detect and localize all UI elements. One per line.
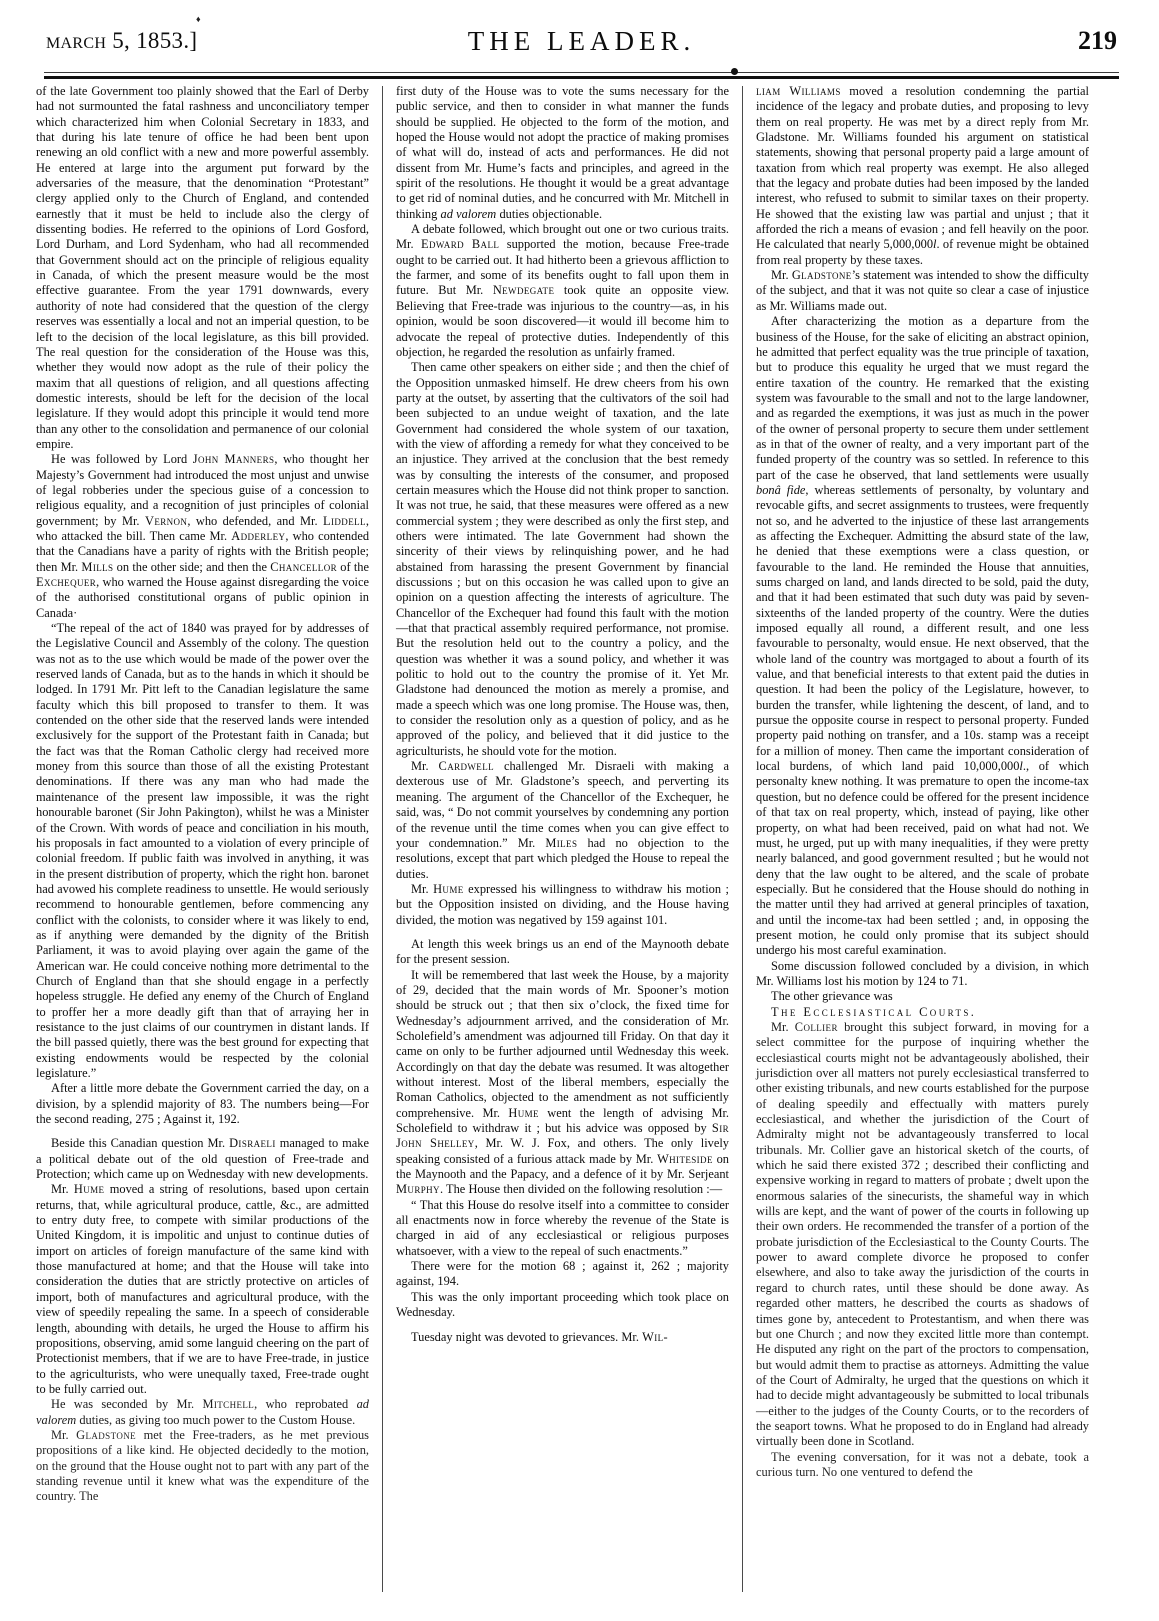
proper-name: Disraeli (229, 1136, 276, 1151)
body-paragraph: Mr. Gladstone met the Free-traders, as he met previous propositions of a like kind. He objected decidedly to the motion, on the ground that the House ought not to part with any part of the standing revenue until it knew what was the expenditure of the country. The (36, 1427, 369, 1504)
proper-name: liam Williams (756, 84, 841, 98)
body-paragraph: This was the only important proceeding which took place on Wednesday. (396, 1289, 729, 1320)
body-paragraph: Mr. Hume moved a string of resolutions, based upon certain returns, that, while agricultural produce, cattle, &c., are admitted to entry duty free, to compete with similar productions of the United Kingdom, it is impolitic and unjust to continue duties of import on articles of foreign manufacture of the same kind with those manufactured at home; and that the House will take into consideration the duties that are strictly protective on articles of import, both of manufactures and agricultural produce, with the view of speedily repealing the same. In a speech of considerable length, abounding with details, he urged the House to affirm his propositions, observing, amid some languid cheering on the part of Protectionist members, that if we are to have Free-trade, in justice to the agriculturists, who were unequally taxed, Free-trade ought to be fully carried out. (36, 1182, 369, 1396)
proper-name: Exchequer (36, 575, 97, 589)
publication-title: THE LEADER. (467, 26, 696, 56)
body-paragraph: Beside this Canadian question Mr. Disraeli managed to make a political debate out of the old question of Free-trade and Protection; which came up on Wednesday with new developments. (36, 1136, 369, 1182)
issue-date: march 5, 1853.] (46, 28, 198, 53)
italic-phrase: s (975, 728, 981, 743)
proper-name: Liddell (323, 513, 366, 528)
section-subheading: The Ecclesiastical Courts. (771, 1004, 977, 1019)
body-paragraph: Tuesday night was devoted to grievances. Mr. Wil- (411, 1329, 669, 1344)
column-divider-2 (729, 84, 756, 1600)
proper-name: Hume (73, 1182, 105, 1197)
body-paragraph: Mr. Gladstone’s statement was intended to show the difficulty of the subject, and that it was not quite so clear a case of injustice as Mr. Williams made out. (756, 268, 1089, 313)
proper-name: John Manners (192, 452, 275, 467)
body-paragraph: Mr. Cardwell challenged Mr. Disraeli with making a dexterous use of Mr. Gladstone’s speech, and perverting its meaning. The argument of the Chancellor of the Exchequer, he said, was, “ Do not commit yourselves by condemning any portion of the revenue until the time comes when you can give effect to your condemnation.” Mr. Miles had no objection to the resolutions, except that part which pledged the House to repeal the duties. (396, 759, 730, 881)
proper-name: Newdegate (492, 283, 555, 298)
body-paragraph: A debate followed, which brought out one or two curious traits. Mr. Edward Ball supported the motion, because Free-trade ought to be carried out. It had hitherto been a grievous affliction to the farmer, and some of its benefits ought to fall upon them in future. But Mr. Newdegate took quite an opposite view. Believing that Free-trade was injurious to the country—as, in his opinion, would be soon discovered—it would ill become him to advocate the repeal of protective duties. Independently of this objection, he regarded the resolution as unfairly framed. (396, 222, 729, 359)
body-paragraph: It will be remembered that last week the House, by a majority of 29, decided that the main words of Mr. Spooner’s motion should be struck out ; that then six o’clock, the fixed time for Wednesday’s adjournment arrived, and the consideration of Mr. Scholefield’s amendment was adjourned till Friday. On that day it came on only to be further adjourned until Wednesday this week. Accordingly on that day the debate was resumed. It was altogether without interest. Most of the liberal members, especially the Roman Catholics, objected to the amendment as not sufficiently comprehensive. Mr. Hume went the length of advising Mr. Scholefield to withdraw it ; but his advice was opposed by Sir John Shelley, Mr. W. J. Fox, and others. The only lively speaking consisted of a furious attack made by Mr. Whiteside on the Maynooth and the Papacy, and a defence of it by Mr. Serjeant Murphy. The House then divided on the following resolution :— (396, 967, 730, 1197)
continued-paragraph: of the late Government too plainly showed that the Earl of Derby had not surmounted the fatal rashness and unconciliatory temper which characterized him when Colonial Secretary in 1833, and that during his late tenure of office he had been bent upon renewing an old conflict with a new and more powerful assembly. He entered at large into the argument put forward by the adversaries of the measure, that the denomination “Protestant” clergy applied only to the Church of England, and contended earnestly that it must be held to include also the clergy of dissenting bodies. He referred to the opinions of Lord Gosford, Lord Durham, and Lord Sydenham, who had all recommended that Government should act on the principle of religious equality in Canada, of which the present measure would be the most effective guarantee. From the year 1791 downwards, every authority of note had considered that the question of the clergy reserves was essentially a local and not an imperial question, to be left to the decision of the local legislature, as this bill provided. The real question for the consideration of the House was this, whether they would now adopt as the rule of their policy the maxim that all questions of religion, and all questions affecting domestic interests, should be left for the decision of the local legislature. If they would adopt this principle it would tend more than any other to the consolidation and permanence of our colonial empire. (36, 84, 369, 451)
italic-phrase: ad valorem (36, 1397, 369, 1427)
proper-name: Whiteside (657, 1151, 713, 1166)
proper-name: Miles (545, 835, 578, 850)
italic-phrase: bonâ fide (756, 482, 806, 497)
italic-phrase: l (1019, 759, 1023, 774)
body-paragraph: The evening conversation, for it was not a debate, took a curious turn. No one ventured to defend the (756, 1449, 1089, 1479)
proper-name: Hume (433, 881, 464, 896)
proper-name: Vernon (144, 513, 188, 528)
proper-name: Murphy (396, 1182, 440, 1197)
body-paragraph: Mr. Collier brought this subject forward, in moving for a select committee for the purpose of inquiring whether the ecclesiastical courts might not be advantageously abolished, their jurisdiction over all matters not purely ecclesiastical transferred to other existing tribunals, and new courts established for the purpose of dealing speedily and effectually with matters purely ecclesiastical, and whether the jurisdiction of the Court of Admiralty might not be advantageously transferred to local tribunals. Mr. Collier gave an historical sketch of the courts, of which he said there existed 372 ; described their conflicting and expensive working in regard to matters of probate ; dwelt upon the enormous salaries of the sinecurists, the shameful way in which wills are kept, and the want of power of the courts in following up their own orders. He recommended the transfer of a portion of the probate jurisdiction of the Ecclesiastical to the County Courts. The power to award complete divorce he proposed to confer elsewhere, and also to take away the jurisdiction of the courts in regard to church rates, until these should be done away. As regarded other matters, he described the courts as shadows of times gone by, antecedent to Protestantism, and when there was but one Church ; and now they excited little more than contempt. He disputed any right on the part of the proctors to compensation, but would admit them to practise as attorneys. Admitting the value of the Court of Admiralty, he urged that the questions on which it had to decide might advantageously be submitted to local tribunals—either to the judges of the County Courts, or to the recorders of the seaport towns. What he proposed to do in England had already virtually been done in Scotland. (756, 1019, 1089, 1449)
text-column-2 (396, 84, 729, 1600)
proper-name: Edward Ball (421, 237, 500, 252)
continued-paragraph: liam Williams moved a resolution condemning the partial incidence of the legacy and probate duties, and proposing to levy them on real property. He was met by a direct reply from Mr. Gladstone. Mr. Williams founded his argument on statistical statements, showing that personal property paid a large amount of taxation from which real property was exempt. He also alleged that the legacy and probate duties had been imposed by the landed interest, who refused to submit to similar taxes on their property. He showed that the existing law was partial and unjust ; that it afforded the rich a means of evasion ; and fell heavily on the poor. He calculated that nearly 5,000,000l. of revenue might be obtained from real property by these taxes. (756, 84, 1089, 267)
body-paragraph: After a little more debate the Government carried the day, on a division, by a splendid majority of 83. The numbers being—For the second reading, 275 ; Against it, 192. (36, 1081, 369, 1127)
proper-name: Gladstone (791, 268, 852, 283)
body-paragraph: “The repeal of the act of 1840 was prayed for by addresses of the Legislative Council and Assembly of the colony. The question was not as to the use which would be made of the power over the reserved lands of Canada, but as to the hands in which it should be lodged. In 1791 Mr. Pitt left to the Canadian legislature the same faculty which this bill proposed to transfer to them. It was contended on the other side that the reserved lands were intended exclusively for the support of the Protestant faith in Canada; but the fact was that the Roman Catholic clergy had received more money from this source than those of all the existing Protestant denominations. If there was any man who had made the maintenance of the present law impossible, it was the right honourable baronet (Sir John Pakington), whilst he was a Minister of the Crown. With words of peace and conciliation in his mouth, his proposals in fact amounted to a violation of every principle of colonial freedom. If public faith was involved in anything, it was in the present distribution of property, which the right hon. baronet had avowed his complete readiness to unsettle. He would seriously recommend to honourable gentlemen, before commencing any conflict with the colonists, to consider where it was likely to end, as if anything were demanded by the dignity of the British Parliament, it was to avoid playing over again the game of the American war. He could conceive nothing more detrimental to the Church of England than that she should engage in a perfectly hopeless struggle. He defied any enemy of the Church of England to proffer her a more deadly gift than that of arraying her in resistance to the just claims of our countrymen in distant lands. If the bill passed quietly, there was the best ground for expecting that existing endowments would be respected by the colonial legislature.” (36, 621, 369, 1080)
proper-name: Adderley (231, 528, 286, 543)
masthead-rule-dot (731, 68, 738, 75)
proper-name: Hume (508, 1105, 539, 1120)
italic-phrase: ad valorem (440, 206, 497, 221)
body-paragraph: He was seconded by Mr. Mitchell, who reprobated ad valorem duties, as giving too much power to the Custom House. (36, 1397, 369, 1427)
column-divider-1 (369, 84, 396, 1600)
text-column-3 (756, 84, 1089, 1600)
proper-name: Cardwell (438, 759, 495, 774)
proper-name: Chancellor (270, 559, 337, 574)
text-column-1 (36, 84, 369, 1600)
continued-paragraph: first duty of the House was to vote the sums necessary for the public service, and then to consider in what manner the funds should be supplied. He objected to the form of the motion, and hoped the House would not adopt the practice of making promises of what will do, instead of acts and performances. He did not dissent from Mr. Hume’s facts and principles, and agreed in the spirit of the resolutions. He thought it would be a great advantage to get rid of nominal duties, and he concurred with Mr. Mitchell in thinking ad valorem duties objectionable. (396, 84, 729, 221)
body-paragraph: He was followed by Lord John Manners, who thought her Majesty’s Government had introduced the most unjust and unwise of legal robberies under the specious guise of a concession to religious equality, and a recognition of just principles of colonial government; by Mr. Vernon, who defended, and Mr. Liddell, who attacked the bill. Then came Mr. Adderley, who contended that the Canadians have a parity of rights with the British people; then Mr. Mills on the other side; and then the Chancellor of the Exchequer, who warned the House against disregarding the voice of the authorised constitutional organs of public opinion in Canada· (36, 452, 370, 620)
masthead-rule-thick (44, 76, 1119, 79)
proper-name: Mills (81, 559, 114, 574)
body-paragraph: There were for the motion 68 ; against it, 262 ; majority against, 194. (396, 1259, 729, 1289)
proper-name: Mitchell (202, 1397, 255, 1412)
body-paragraph: Then came other speakers on either side ; and then the chief of the Opposition unmasked himself. He drew cheers from his own party at the outset, by asserting that the cultivators of the soil had been subjected to an undue weight of taxation, and the late Government had considered the whole system of our taxation, with the view of affording a remedy for what they conceived to be an injustice. They arrived at the conclusion that the best remedy was by consulting the interests of the consumer, and proposed certain measures which the House did not think proper to sanction. It was not true, he said, that these measures were offered as a new commercial system ; they were described as only the first step, and others were intimated. The late Government had shown the sincerity of their views by relinquishing power, and he had abstained from harassing the present Government by financial discussions ; but on this occasion he was called upon to give an opinion on a question affecting the interests of agriculture. The Chancellor of the Exchequer had found this fault with the motion—that that practical assembly required performance, not promise. But the resolution held out to the country a policy, and the question was whether it was a sound policy, and whether it was politic to hold out to the country the promise of it. Yet Mr. Gladstone had denounced the motion as merely a promise, and made a speech which was one long promise. The House was, then, to consider the resolution only as a question of policy, and as he approved of the policy, and believed that it did justice to the agriculturists, he should vote for the motion. (396, 360, 729, 758)
masthead-rule-thin (44, 72, 1119, 73)
masthead (46, 14, 1117, 68)
body-paragraph: Mr. Hume expressed his willingness to withdraw his motion ; but the Opposition insisted on dividing, and the House having divided, the motion was negatived by 159 against 101. (396, 881, 729, 927)
proper-name: Wil- (642, 1329, 669, 1344)
proper-name: Collier (794, 1019, 838, 1034)
column-container (36, 84, 1124, 1600)
body-paragraph: Some discussion followed concluded by a division, in which Mr. Williams lost his motion by 124 to 71. (756, 958, 1089, 988)
masthead-tick-icon: ♦ (196, 14, 201, 24)
italic-phrase: l (933, 237, 937, 252)
body-paragraph: After characterizing the motion as a departure from the business of the House, for the sake of eliciting an abstract opinion, he admitted that perfect equality was the true principle of taxation, but to produce this equality he urged that we must regard the entire taxation of the country. He remarked that the existing system was favourable to the small and not to the large landowner, and as regarded the exemptions, it was just as much in the power of the owner of personal property to secure them under settlement as in that of the owner of realty, and a very important part of the funded property of the country was so settled. In reference to this part of the case he observed, that land settlements were usually bonâ fide, whereas settlements of personalty, by voluntary and revocable gifts, and secret assignments to trustees, were frequently not so, and he adverted to the injustice of these last arrangements as affecting the Exchequer. Admitting the absurd state of the law, he denied that these exemptions were a class question, or favourable to the land. He reminded the House that annuities, sums charged on land, and lands directed to be sold, paid the duty, and that it had been estimated that such duty was paid by seven-sixteenths of the landed property of the country. Were the duties imposed equally all round, a different result, and one less favourable to personalty, would ensue. He next observed, that the whole land of the country was mortgaged to about a fourth of its value, and that beneficial interests to that extent paid the duties in question. It had been the policy of the Legislature, however, to burden the transfer, while lightening the descent, of land, and to pursue the opposite course in respect to personal property. Funded property paid nothing on transfer, and a 10s. stamp was a receipt for a million of money. Then came the important consideration of local burdens, of which land paid 10,000,000l., of which personalty knew nothing. It was premature to open the income-tax question, but no defence could be offered for the present incidence of that tax on real property, which, instead of paying, like other property, on what had been received, paid on what had not. We must, he urged, put up with many inequalities, if they were pretty nearly balanced, and good government resulted ; but he would not deny that the law ought to be altered, and the scale of probate especially. But he considered that the House should do nothing in the matter until they had arrived at general principles of taxation, and until the income-tax had been settled ; and, in opposing the present motion, he could only promise that its subject should undergo his most careful examination. (756, 314, 1089, 958)
quoted-resolution: “ That this House do resolve itself into a committee to consider all enactments now in force whereby the revenue of the State is charged in aid of any ecclesiastical or religious purposes whatsoever, with a view to the repeal of such enactments.” (396, 1197, 729, 1258)
proper-name: Sir John Shelley (396, 1121, 729, 1151)
body-paragraph: At length this week brings us an end of the Maynooth debate for the present session. (396, 936, 729, 967)
body-paragraph: The other grievance was (771, 989, 893, 1004)
page-number: 219 (1078, 26, 1117, 55)
proper-name: Gladstone (76, 1427, 137, 1442)
